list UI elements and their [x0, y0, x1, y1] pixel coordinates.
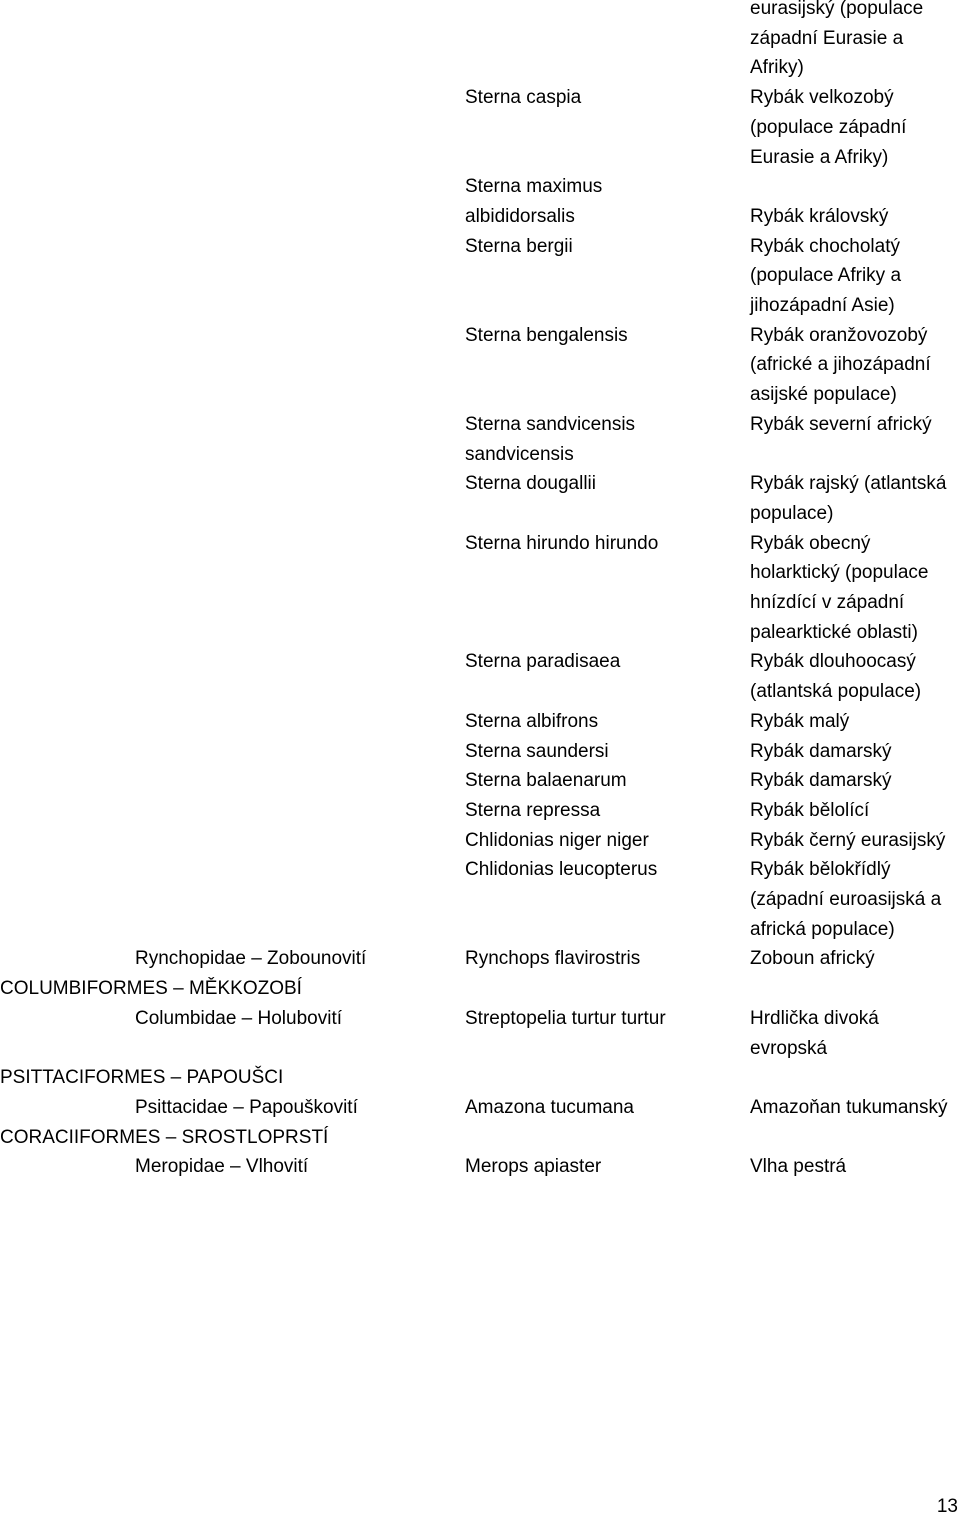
table-row — [0, 974, 960, 1004]
order-cell: CORACIIFORMES – SROSTLOPRSTÍ — [0, 1126, 329, 1148]
table-row — [0, 855, 960, 944]
table-row — [0, 1063, 960, 1093]
table-row — [0, 172, 960, 231]
latin-name-cell: Sterna albifrons — [465, 710, 599, 732]
table-row — [0, 410, 960, 469]
latin-name-cell: Sterna bengalensis — [465, 324, 628, 346]
order-cell: COLUMBIFORMES – MĚKKOZOBÍ — [0, 978, 302, 1000]
czech-name-cell: Rybák dlouhoocasý (atlantská populace) — [750, 651, 922, 703]
czech-name-cell: Rybák chocholatý (populace Afriky a jihozápadní Asie) — [750, 235, 902, 316]
table-row — [0, 737, 960, 767]
latin-name-cell: Sterna hirundo hirundo — [465, 532, 659, 554]
latin-name-cell: Sterna maximus albididorsalis — [465, 176, 603, 227]
latin-name-cell: Sterna bergii — [465, 235, 573, 257]
czech-name-cell: Vlha pestrá — [750, 1156, 847, 1178]
table-row — [0, 529, 960, 648]
table-row — [0, 796, 960, 826]
table-row — [0, 232, 960, 321]
family-cell: Columbidae – Holubovití — [135, 1007, 343, 1029]
table-row — [0, 944, 960, 974]
latin-name-cell: Sterna dougallii — [465, 473, 596, 495]
table-row — [0, 826, 960, 856]
czech-name-cell: Hrdlička divoká evropská — [750, 1007, 879, 1059]
table-row — [0, 707, 960, 737]
czech-name-cell: Rybák černý eurasijský — [750, 829, 946, 851]
czech-name-cell: Zoboun africký — [750, 948, 875, 970]
czech-name-cell: Rybák damarský — [750, 740, 892, 762]
latin-name-cell: Sterna sandvicensis sandvicensis — [465, 413, 636, 465]
table-row — [0, 1152, 960, 1182]
czech-name-cell: Amazoňan tukumanský — [750, 1096, 948, 1118]
latin-name-cell: Merops apiaster — [465, 1156, 602, 1178]
latin-name-cell: Sterna caspia — [465, 87, 582, 109]
family-cell: Rynchopidae – Zobounovití — [135, 948, 367, 970]
table-row — [0, 1004, 960, 1063]
table-row — [0, 469, 960, 528]
czech-name-cell: Rybák damarský — [750, 770, 892, 792]
table-row — [0, 1123, 960, 1153]
page-number: 13 — [936, 1496, 958, 1517]
table-row — [0, 0, 960, 83]
czech-name-cell: Rybák obecný holarktický (populace hnízdící v západní palearktické oblasti) — [750, 532, 929, 643]
czech-name-cell: Rybák severní africký — [750, 413, 932, 435]
table-row — [0, 766, 960, 796]
czech-name-cell: Rybák oranžovozobý (africké a jihozápadní asijské populace) — [750, 324, 931, 406]
latin-name-cell: Amazona tucumana — [465, 1096, 634, 1118]
table-row — [0, 1093, 960, 1123]
table-row — [0, 647, 960, 706]
latin-name-cell: Sterna paradisaea — [465, 651, 621, 673]
latin-name-cell: Streptopelia turtur turtur — [465, 1007, 666, 1029]
latin-name-cell: Chlidonias leucopterus — [465, 859, 658, 881]
czech-name-cell: Rybák bělolící — [750, 799, 870, 821]
latin-name-cell: Rynchops flavirostris — [465, 948, 641, 970]
czech-name-cell: Rybák bělokřídlý (západní euroasijská a africká populace) — [750, 859, 942, 940]
table-row — [0, 321, 960, 410]
czech-name-cell: Rybák velkozobý (populace západní Eurasie a Afriky) — [750, 87, 907, 168]
latin-name-cell: Sterna repressa — [465, 799, 601, 821]
czech-name-cell: Rybák malý — [750, 710, 850, 732]
czech-name-cell: Rybák rajský (atlantská populace) — [750, 473, 947, 524]
czech-name-cell: eurasijský (populace západní Eurasie a Afriky) — [750, 0, 924, 79]
latin-name-cell: Sterna balaenarum — [465, 770, 627, 792]
order-cell: PSITTACIFORMES – PAPOUŠCI — [0, 1067, 284, 1089]
family-cell: Meropidae – Vlhovití — [135, 1156, 309, 1178]
latin-name-cell: Chlidonias niger niger — [465, 829, 649, 851]
family-cell: Psittacidae – Papouškovití — [135, 1096, 358, 1118]
latin-name-cell: Sterna saundersi — [465, 740, 609, 762]
table-row — [0, 83, 960, 172]
czech-name-cell: Rybák královský — [750, 205, 889, 227]
